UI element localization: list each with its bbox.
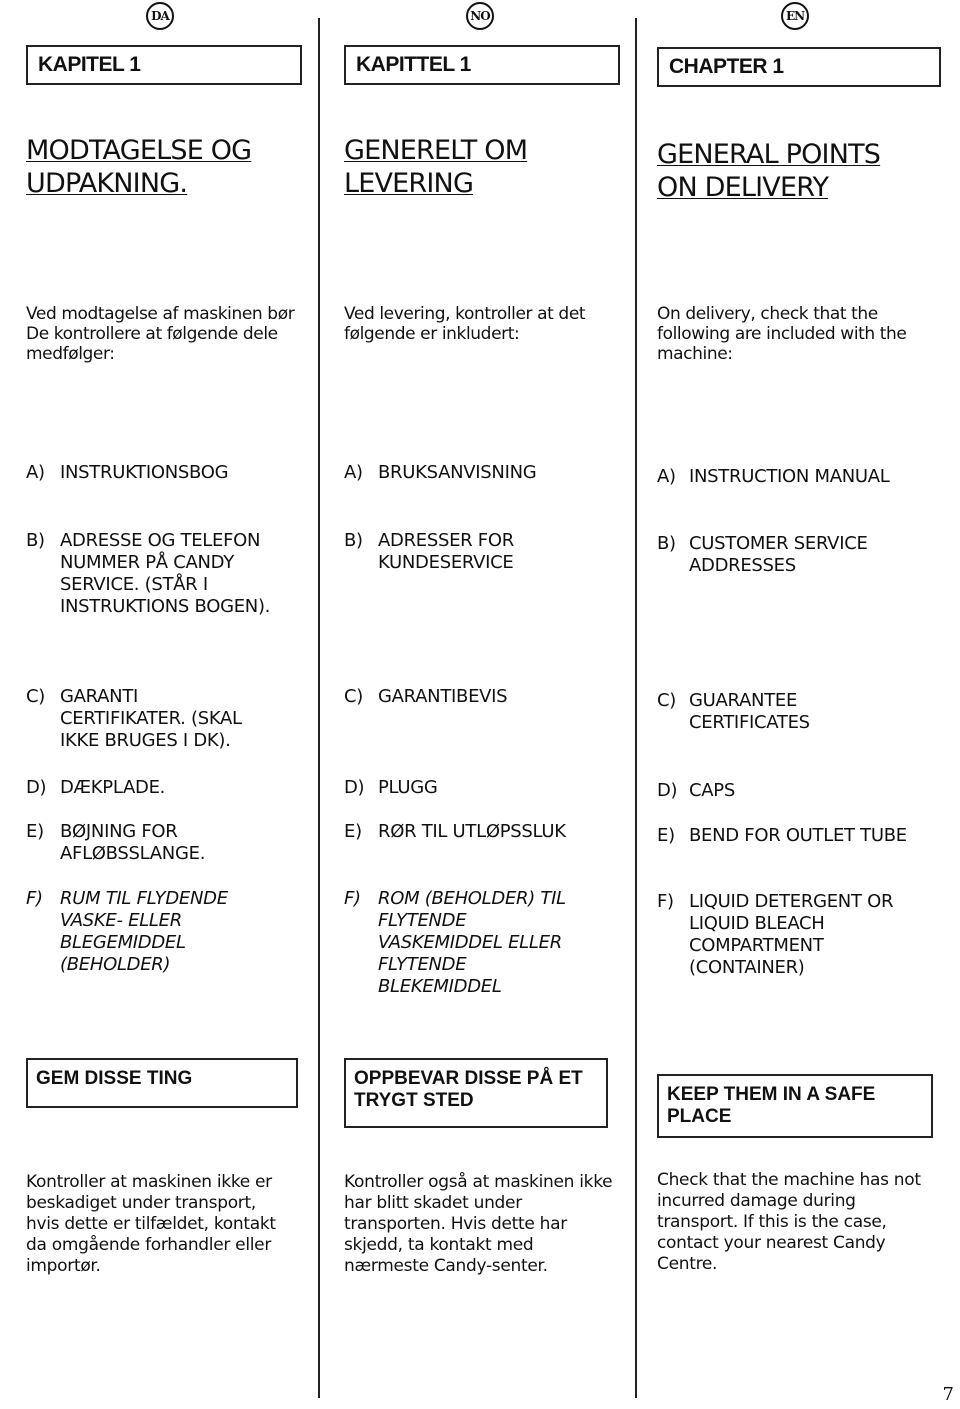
- notice-box: OPPBEVAR DISSE PÅ ET TRYGT STED: [344, 1058, 608, 1128]
- item-label: F): [657, 891, 674, 912]
- item-label: C): [657, 690, 676, 711]
- item-text: GARANTIBEVIS: [378, 686, 508, 707]
- list-item: [26, 530, 316, 618]
- chapter-heading: KAPITEL 1: [26, 45, 302, 85]
- item-text: BØJNING FOR AFLØBSSLANGE.: [60, 821, 206, 864]
- notice-box: KEEP THEM IN A SAFE PLACE: [657, 1074, 933, 1138]
- item-text: ROM (BEHOLDER) TIL FLYTENDE VASKEMIDDEL ELLER FLYTENDE BLEKEMIDDEL: [378, 888, 566, 997]
- column-da: [26, 0, 316, 1409]
- item-label: A): [657, 466, 676, 487]
- item-text: RUM TIL FLYDENDE VASKE- ELLER BLEGEMIDDEL (BEHOLDER): [60, 888, 228, 975]
- item-label: B): [344, 530, 363, 551]
- item-label: A): [26, 462, 45, 483]
- intro-text: On delivery, check that the following are included with the machine:: [657, 304, 907, 364]
- language-badge: DA: [146, 2, 174, 30]
- item-label: D): [344, 777, 365, 798]
- language-badge: NO: [466, 2, 494, 30]
- language-badge: EN: [781, 2, 809, 30]
- section-title: GENERAL POINTS ON DELIVERY: [657, 139, 881, 203]
- item-label: F): [344, 888, 361, 909]
- item-label: D): [26, 777, 47, 798]
- item-text: BRUKSANVISNING: [378, 462, 537, 483]
- list-item: [657, 891, 947, 979]
- section-title: MODTAGELSE OG UDPAKNING.: [26, 135, 252, 199]
- item-text: CAPS: [689, 780, 735, 801]
- list-item: [657, 466, 947, 488]
- list-item: [26, 777, 316, 799]
- closing-text: Kontroller at maskinen ikke er beskadiget under transport, hvis dette er tilfældet, kontakt da omgående forhandler eller importør.: [26, 1172, 276, 1276]
- list-item: [26, 888, 316, 976]
- chapter-heading: KAPITTEL 1: [344, 45, 620, 85]
- column-en: [657, 0, 947, 1409]
- column-divider: [318, 18, 320, 1398]
- item-text: DÆKPLADE.: [60, 777, 166, 798]
- closing-text: Check that the machine has not incurred damage during transport. If this is the case, contact your nearest Candy Centre.: [657, 1170, 921, 1274]
- column-divider: [635, 18, 637, 1398]
- intro-text: Ved levering, kontroller at det følgende er inkludert:: [344, 304, 586, 344]
- item-text: CUSTOMER SERVICE ADDRESSES: [689, 533, 868, 576]
- list-item: [26, 686, 316, 752]
- item-text: RØR TIL UTLØPSSLUK: [378, 821, 566, 842]
- item-text: ADRESSER FOR KUNDESERVICE: [378, 530, 514, 573]
- column-no: [344, 0, 634, 1409]
- list-item: [657, 690, 947, 734]
- list-item: [26, 821, 316, 865]
- list-item: [344, 821, 634, 843]
- item-label: D): [657, 780, 678, 801]
- notice-box: GEM DISSE TING: [26, 1058, 298, 1108]
- item-label: B): [657, 533, 676, 554]
- item-text: BEND FOR OUTLET TUBE: [689, 825, 907, 846]
- list-item: [657, 533, 947, 577]
- item-label: B): [26, 530, 45, 551]
- list-item: [344, 462, 634, 484]
- item-label: F): [26, 888, 43, 909]
- item-label: C): [26, 686, 45, 707]
- list-item: [26, 462, 316, 484]
- list-item: [344, 530, 634, 574]
- intro-text: Ved modtagelse af maskinen bør De kontrollere at følgende dele medfølger:: [26, 304, 295, 364]
- list-item: [657, 780, 947, 802]
- list-item: [344, 777, 634, 799]
- item-text: LIQUID DETERGENT OR LIQUID BLEACH COMPARTMENT (CONTAINER): [689, 891, 894, 978]
- item-text: GARANTI CERTIFIKATER. (SKAL IKKE BRUGES I DK).: [60, 686, 242, 751]
- chapter-heading: CHAPTER 1: [657, 47, 941, 87]
- closing-text: Kontroller også at maskinen ikke har blitt skadet under transporten. Hvis dette har skjedd, ta kontakt med nærmeste Candy-senter.: [344, 1172, 613, 1276]
- item-label: C): [344, 686, 363, 707]
- item-label: A): [344, 462, 363, 483]
- list-item: [344, 888, 634, 998]
- item-text: INSTRUKTIONSBOG: [60, 462, 229, 483]
- item-text: INSTRUCTION MANUAL: [689, 466, 890, 487]
- list-item: [657, 825, 947, 847]
- item-text: GUARANTEE CERTIFICATES: [689, 690, 810, 733]
- item-label: E): [26, 821, 44, 842]
- section-title: GENERELT OM LEVERING: [344, 135, 528, 199]
- item-label: E): [657, 825, 675, 846]
- page-number: 7: [942, 1384, 954, 1405]
- item-label: E): [344, 821, 362, 842]
- list-item: [344, 686, 634, 708]
- item-text: PLUGG: [378, 777, 438, 798]
- item-text: ADRESSE OG TELEFON NUMMER PÅ CANDY SERVICE. (STÅR I INSTRUKTIONS BOGEN).: [60, 530, 271, 617]
